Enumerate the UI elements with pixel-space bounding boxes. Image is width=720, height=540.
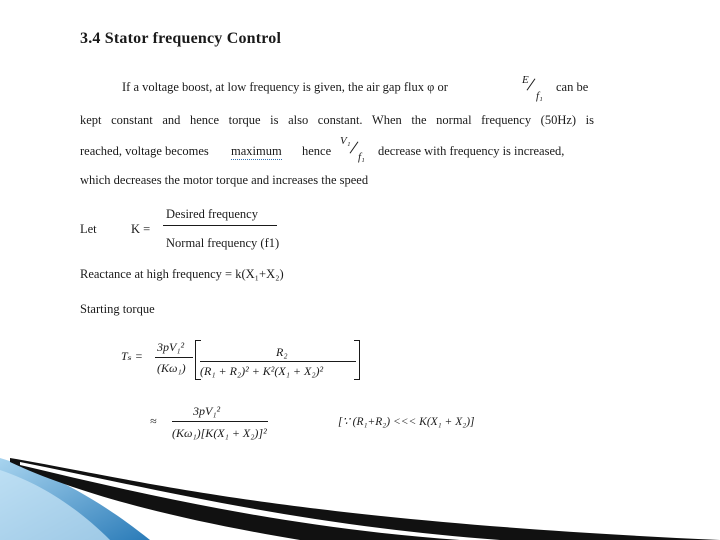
para-line-1b: can be — [556, 80, 589, 94]
para-line-1a: If a voltage boost, at low frequency is given, the air gap flux φ or — [122, 80, 448, 94]
starting-torque-label: Starting torque — [80, 302, 155, 316]
fraction-v-numerator: V₁ — [340, 135, 351, 147]
eq1-inner-numerator: R₂ — [276, 345, 288, 359]
eq2-numerator: 3pV₁² — [193, 404, 221, 418]
para-line-3c: decrease with frequency is increased, — [378, 144, 565, 158]
k-numerator: Desired frequency — [166, 207, 258, 221]
eq1-inner-denominator: (R₁ + R₂)² + K²(X₁ + X₂)² — [200, 364, 324, 378]
fraction-v-denominator: f₁ — [358, 151, 365, 163]
let-label: Let — [80, 222, 97, 236]
para-line-3-maximum: maximum — [231, 144, 282, 158]
eq1-coef-denominator: (Kω₁) — [157, 361, 186, 375]
para-line-3b: hence — [302, 144, 332, 158]
section-heading: 3.4 Stator frequency Control — [80, 30, 282, 47]
eq2-approx-sign: ≈ — [150, 414, 157, 428]
para-line-3a: reached, voltage becomes — [80, 144, 209, 158]
k-equals: K = — [131, 222, 151, 236]
k-denominator: Normal frequency (f1) — [166, 236, 280, 250]
eq2-denominator: (Kω₁)[K(X₁ + X₂)]² — [172, 426, 267, 440]
reactance-line: Reactance at high frequency = k(X₁+X₂) — [80, 267, 284, 281]
condition-note: [∵ (R₁+R₂) <<< K(X₁ + X₂)] — [338, 416, 475, 428]
eq1-coef-numerator: 3pV₁² — [157, 340, 185, 354]
eq1-lhs: Tₛ = — [121, 349, 143, 363]
para-line-2: kept constant and hence torque is also constant. When the normal frequency (50Hz) is — [80, 113, 594, 127]
para-line-4: which decreases the motor torque and increases the speed — [80, 173, 369, 187]
fraction-e-denominator: f₁ — [536, 90, 543, 102]
fraction-e-numerator: E — [522, 74, 529, 86]
